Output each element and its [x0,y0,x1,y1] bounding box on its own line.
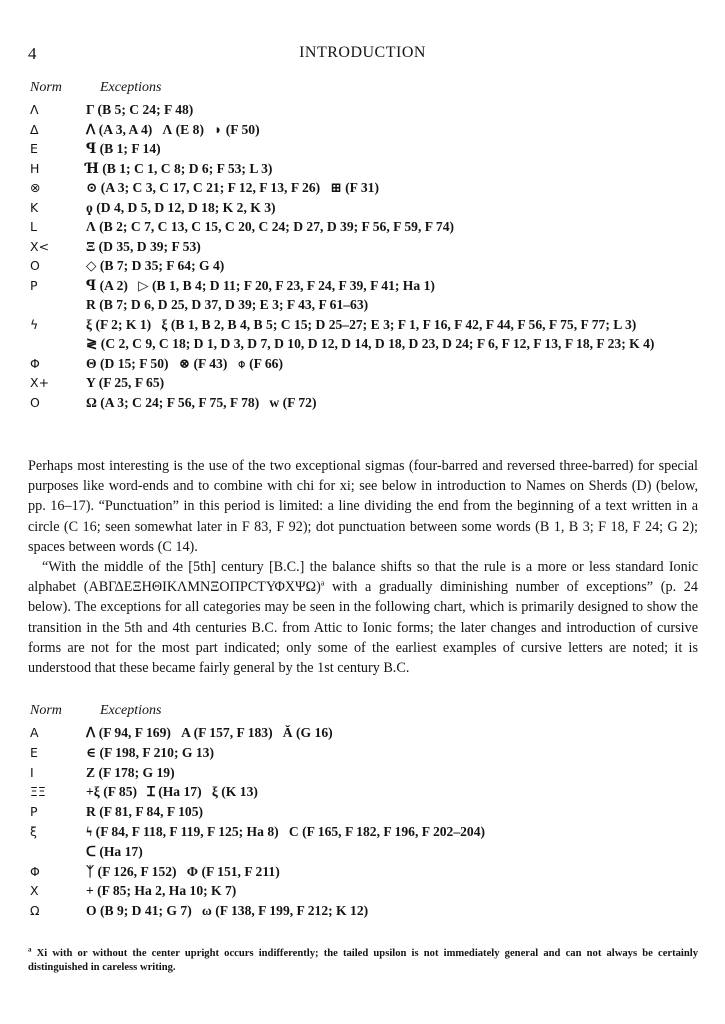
body-text [28,456,698,678]
table-row [30,393,690,413]
paragraph-text: “With the middle of the [5th] century [B.C.] the balance shifts so that the rule is a more or less standard Ionic alphabet (ΑΒΓΔΕΞΗΘΙΚΛΜΝΞΟΠΡϹΤΥΦΧΨΩ) [28,559,698,596]
table-row [30,256,690,276]
table-row [30,782,690,802]
exceptions-cell: R (B 7; D 6, D 25, D 37, D 39; E 3; F 43, F 61–63) [86,297,369,312]
exceptions-cell: ꟼ (B 1; F 14) [86,141,161,156]
table-row [30,763,690,783]
norm-letter: ξ [30,823,37,839]
norm-letter: O [30,258,40,273]
norm-letter: X< [30,238,50,254]
column-header-exceptions: Exceptions [100,80,162,95]
paragraph: Perhaps most interesting is the use of the two exceptional sigmas (four-barred and reversed three-barred) for special purposes like word-ends and to combine with chi for xi; see below in introduction to Names on Sherds (D) (below, pp. 16–17). “Punctuation” in this period is limited: a line dividing the end from the beginning of a text written in a circle (C 16; seen somewhat later in F 83, F 92); dot punctuation between some words (B 1, B 3; F 18, F 24; G 2); spaces between words (C 14). [28,458,698,555]
table-row [30,315,690,335]
table-row [30,159,690,179]
table-row [30,723,690,743]
exceptions-cell: Ω (A 3; C 24; F 56, F 75, F 78) w (F 72) [86,394,317,410]
norm-letter: Φ [30,863,40,879]
exceptions-table-later [30,703,690,921]
table-row [30,198,690,218]
page-header [0,44,725,64]
norm-letter: X+ [30,375,50,390]
exceptions-cell: Λ (B 2; C 7, C 13, C 15, C 20, C 24; D 27, D 39; F 56, F 59, F 74) [86,219,455,234]
table-row [30,237,690,257]
norm-letter: A [30,725,39,740]
running-head: INTRODUCTION [299,44,426,61]
exceptions-cell: Z (F 178; G 19) [86,764,175,780]
table-row [30,842,690,862]
paragraph [28,557,698,678]
exceptions-cell: Θ (D 15; F 50) ⊗ (F 43) ⌽ (F 66) [86,355,283,371]
footnote-mark: a [28,945,32,954]
norm-letter: Ω [30,903,40,919]
footnote-reference: a [320,578,325,588]
norm-letter: H [30,160,40,176]
paragraph-text: with a gradually diminishing number of exceptions” (p. 24 below). The exceptions for all categories may be seen in the following chart, which is primarily designed to show the transition in the 5th and 4th centuries B.C. from Attic to Ionic forms; the later changes and introduction of cursive forms are not for the most part indicated; only some of the earliest examples of cursive letters are noted; it is understood that these became fairly general by the 1st century B.C. [28,579,698,677]
exceptions-cell: ◇ (B 7; D 35; F 64; G 4) [86,258,225,273]
table-row [30,354,690,374]
exceptions-cell: R (F 81, F 84, F 105) [86,804,204,820]
exceptions-cell: ⊙ (A 3; C 3, C 17, C 21; F 12, F 13, F 26) ⊞ (F 31) [86,180,379,195]
norm-letter: X [30,883,39,899]
exceptions-cell: ᑕ (Ha 17) [86,843,143,859]
exceptions-cell: ϟ (F 84, F 118, F 119, F 125; Ha 8) C (F 165, F 182, F 196, F 202–204) [86,823,486,839]
norm-letter: E [30,141,38,156]
exceptions-cell: + (F 85; Ha 2, Ha 10; K 7) [86,883,237,899]
norm-letter: ΞΞ [30,784,46,800]
footnote-text: Xi with or without the center upright occurs indifferently; the tailed upsilon is not immediately general and can not always be certainly distinguished in careless writing. [28,948,698,973]
exceptions-cell: ξ (F 2; K 1) ξ (B 1, B 2, B 4, B 5; C 15; D 25–27; E 3; F 1, F 16, F 42, F 44, F 56, F 75, F 77; L 3) [86,316,637,332]
column-header-norm: Norm [30,703,62,718]
table-row [30,120,690,140]
table-header [30,703,690,723]
norm-letter: Λ [30,102,39,117]
table-row [30,802,690,822]
norm-letter: ϟ [30,316,39,332]
norm-letter: Φ [30,355,40,371]
table-row [30,373,690,393]
table-row [30,743,690,763]
norm-letter: P [30,804,38,820]
norm-letter: P [30,277,38,293]
table-row [30,334,690,354]
norm-letter: O [30,394,40,410]
table-row [30,100,690,120]
norm-letter: K [30,199,39,215]
exceptions-cell: ꟼ (A 2) ▷ (B 1, B 4; D 11; F 20, F 23, F 24, F 39, F 41; Ha 1) [86,277,435,293]
norm-letter: L [30,219,37,234]
table-row [30,881,690,901]
column-header-exceptions: Exceptions [100,703,162,718]
exceptions-cell: ϙ (D 4, D 5, D 12, D 18; K 2, K 3) [86,199,276,215]
exceptions-cell: ᐱ (A 3, A 4) Λ (E 8) ◗ (F 50) [86,121,260,137]
exceptions-cell: +ξ (F 85) Ɪ (Ha 17) ξ (K 13) [86,784,258,800]
table-row [30,217,690,237]
exceptions-cell: Ɦ (B 1; C 1, C 8; D 6; F 53; L 3) [86,160,273,176]
norm-letter: E [30,744,38,760]
exceptions-table-early [30,80,690,412]
exceptions-cell: ᐱ (F 94, F 169) A (F 157, F 183) Ă (G 16) [86,725,333,740]
table-row [30,295,690,315]
column-header-norm: Norm [30,80,62,95]
footnote [28,947,698,975]
norm-letter: ⊗ [30,180,41,195]
table-header [30,80,690,100]
exceptions-cell: Γ (B 5; C 24; F 48) [86,102,194,117]
table-row [30,139,690,159]
norm-letter: I [30,764,34,780]
table-row [30,901,690,921]
table-rows [30,723,690,921]
table-row [30,276,690,296]
table-row [30,178,690,198]
table-row [30,862,690,882]
exceptions-cell: ∈ (F 198, F 210; G 13) [86,744,214,760]
exceptions-cell: ≷ (C 2, C 9, C 18; D 1, D 3, D 7, D 10, D 12, D 14, D 18, D 23, D 24; F 6, F 12, F 13, F 18, F 23; K 4) [86,336,655,351]
table-row [30,822,690,842]
exceptions-cell: Y (F 25, F 65) [86,375,165,390]
page-number: 4 [28,44,37,63]
exceptions-cell: ᛉ (F 126, F 152) Φ (F 151, F 211) [86,863,280,879]
norm-letter: Δ [30,121,39,137]
exceptions-cell: Ξ (D 35, D 39; F 53) [86,238,201,254]
exceptions-cell: O (B 9; D 41; G 7) ω (F 138, F 199, F 212; K 12) [86,903,369,919]
table-rows [30,100,690,412]
